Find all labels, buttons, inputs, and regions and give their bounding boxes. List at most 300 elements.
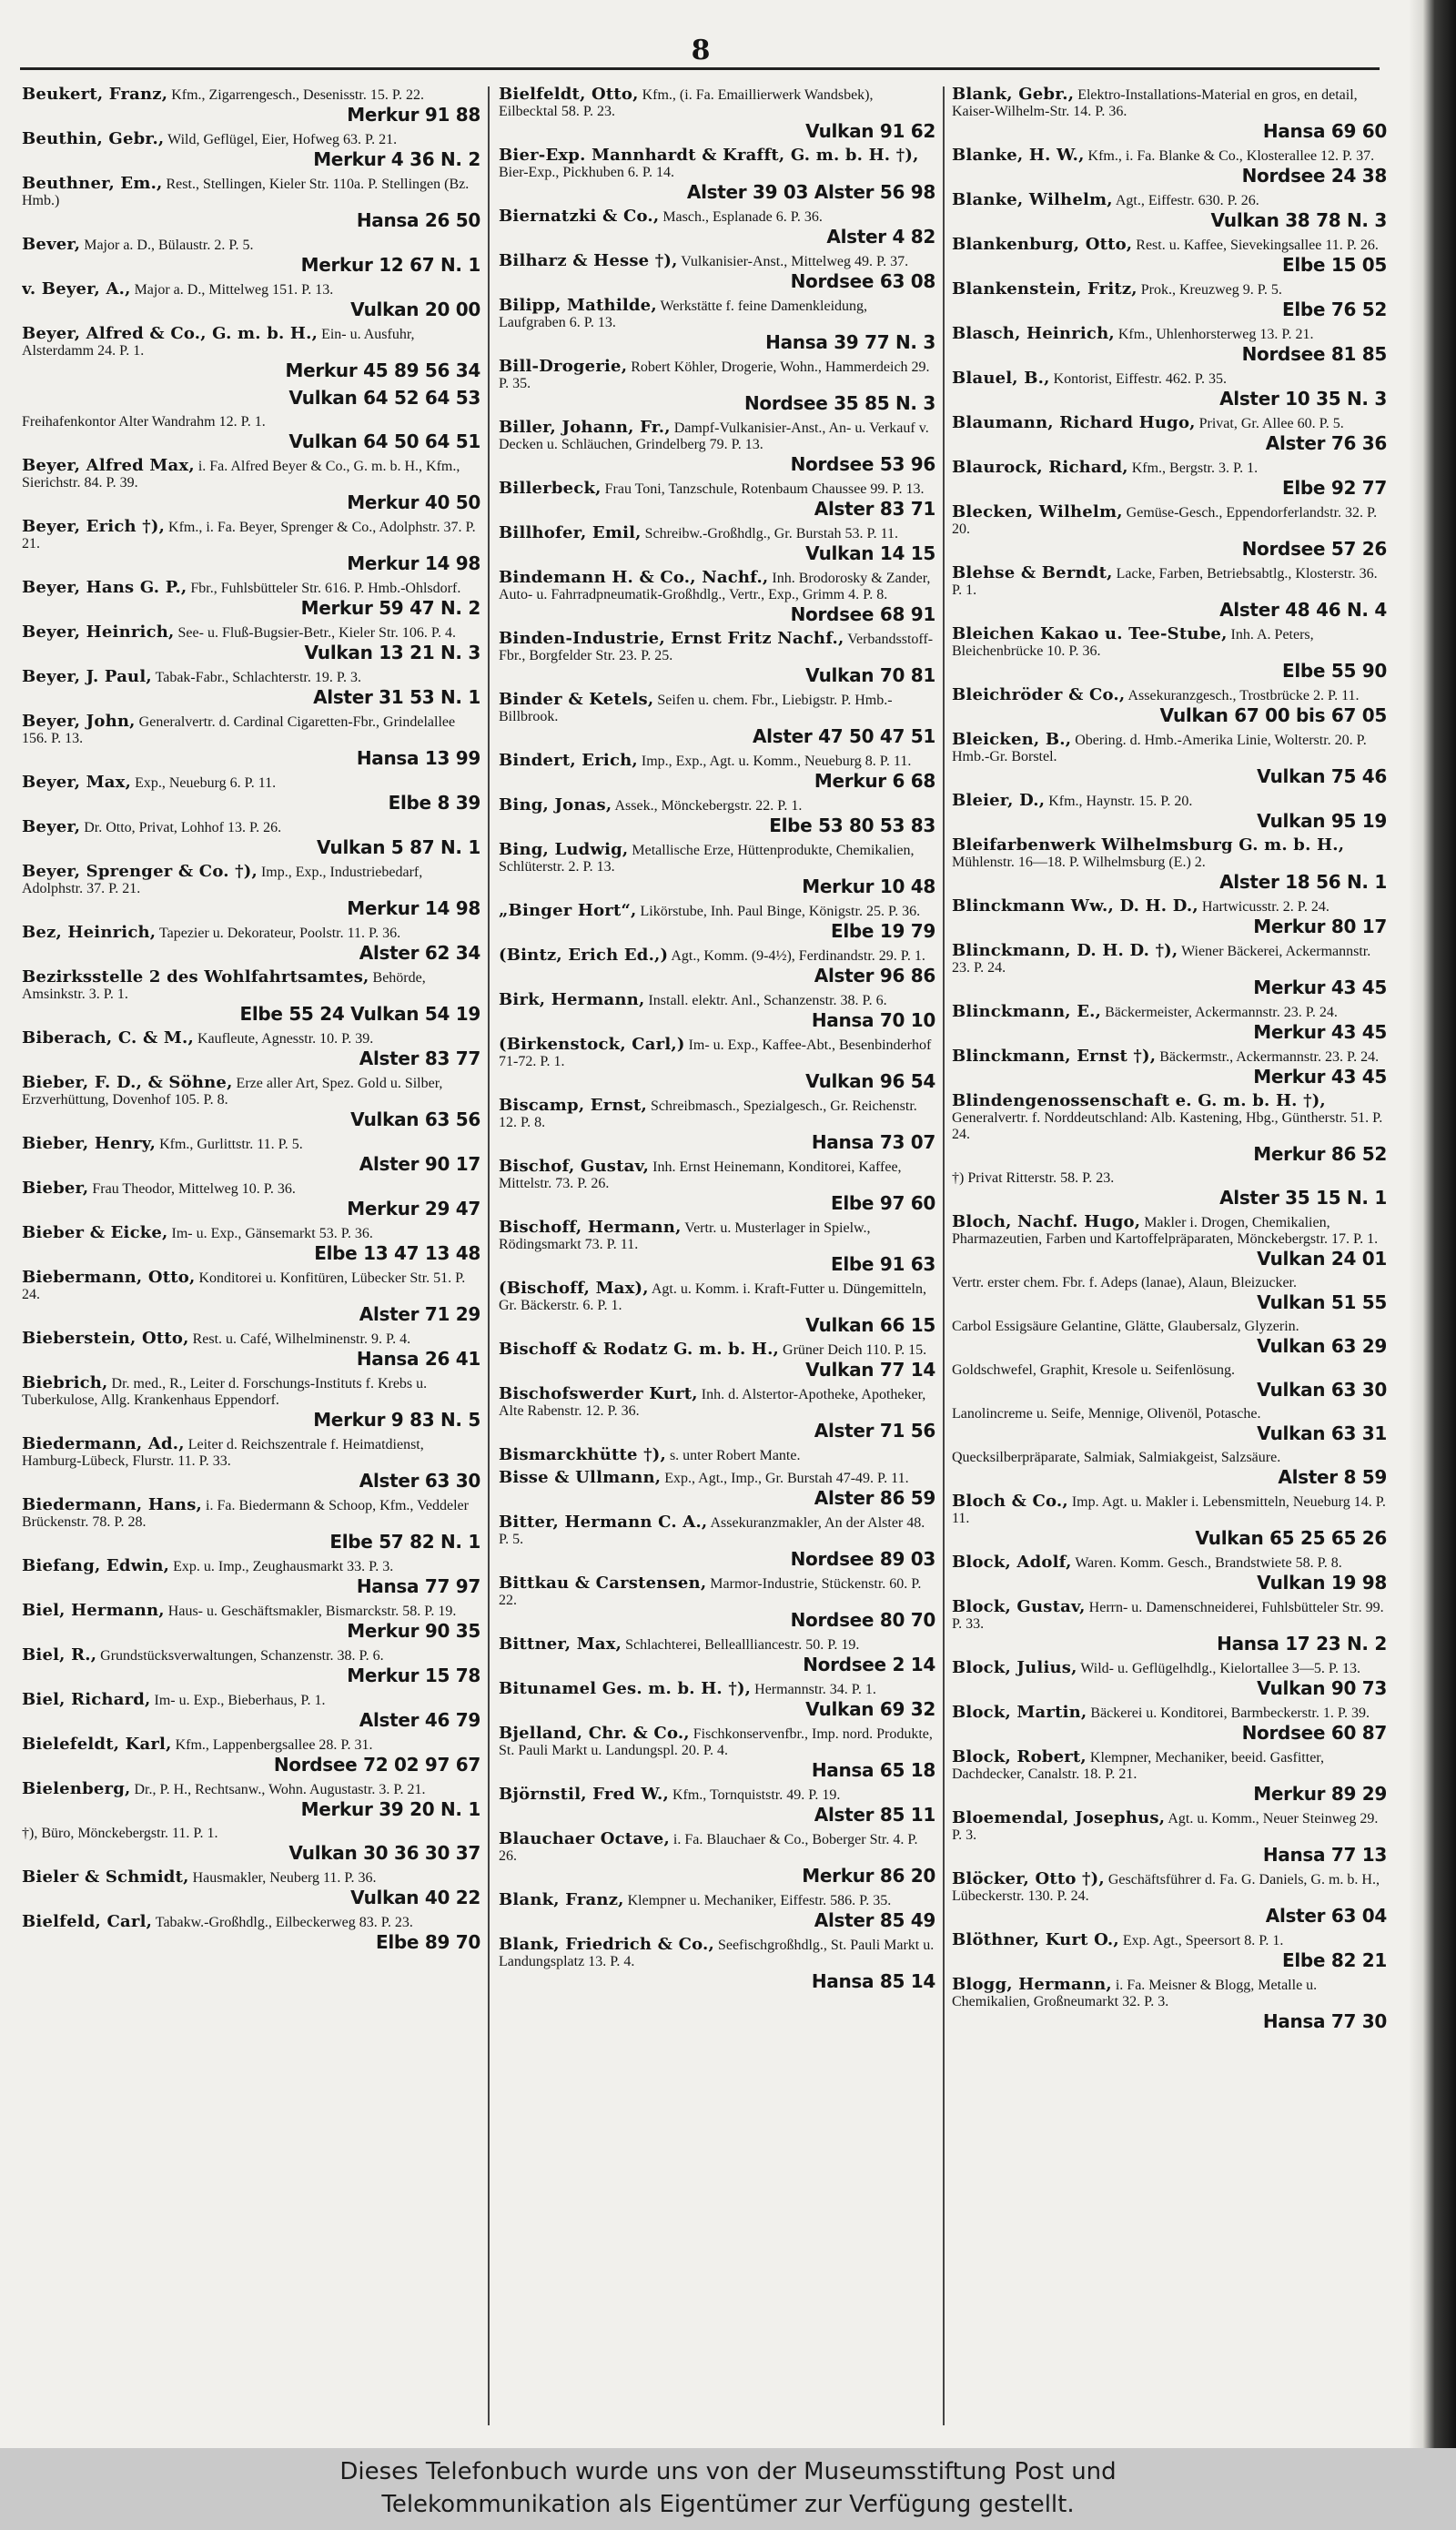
directory-entry <box>952 370 1387 410</box>
entry-details: Makler i. Drogen, Chemikalien, Pharmazeutien, Farben und Kartoffelpräparaten, Mönckebergstr. 17. P. 1. <box>952 1215 1379 1247</box>
entry-name: Bieber & Eicke, <box>22 1223 168 1242</box>
entry-name: (Bischoff, Max), <box>499 1279 649 1298</box>
directory-entry <box>952 460 1387 499</box>
entry-name: Beukert, Franz, <box>22 86 168 104</box>
directory-entry <box>499 1219 935 1275</box>
entry-details: Erze aller Art, Spez. Gold u. Silber, Erzverhüttung, Dovenhof 105. P. 8. <box>22 1076 443 1108</box>
directory-entry <box>22 713 480 769</box>
directory-entry <box>499 253 935 292</box>
entry-phone-number: Merkur 4 36 N. 2 <box>313 148 480 170</box>
entry-phone-number: Hansa 13 99 <box>356 747 480 769</box>
directory-entry <box>22 624 480 663</box>
directory-entry <box>22 1603 480 1642</box>
directory-entry <box>499 525 935 564</box>
entry-phone-number: Merkur 14 98 <box>347 897 480 919</box>
entry-details: Kfm., i. Fa. Blanke & Co., Klosterallee 12. P. 37. <box>1087 148 1375 164</box>
directory-entry <box>952 1362 1387 1401</box>
entry-name: Blasch, Heinrich, <box>952 324 1115 343</box>
entry-details: Tabakw.-Großhdlg., Eilbeckerweg 83. P. 23. <box>155 1915 413 1930</box>
entry-phone-number: Vulkan 20 00 <box>350 299 480 320</box>
entry-details: Schreibmasch., Spezialgesch., Gr. Reichenstr. 12. P. 8. <box>499 1098 917 1130</box>
entry-name: Blöcker, Otto †), <box>952 1869 1105 1888</box>
directory-entry <box>952 86 1387 142</box>
footer-note <box>0 2448 1456 2530</box>
entry-phone-number: Hansa 26 41 <box>356 1348 480 1370</box>
directory-entry <box>22 519 480 574</box>
entry-name: Blinckmann, D. H. D. †), <box>952 941 1178 960</box>
entry-details: Likörstube, Inh. Paul Binge, Königstr. 25. P. 36. <box>640 904 921 919</box>
directory-entry <box>952 1660 1387 1699</box>
directory-entry <box>952 1749 1387 1805</box>
entry-details: Vertr. erster chem. Fbr. f. Adeps (lanae), Alaun, Bleizucker. <box>952 1275 1297 1290</box>
entry-phone-number: Elbe 13 47 13 48 <box>314 1242 480 1264</box>
entry-name: Bezirksstelle 2 des Wohlfahrtsamtes, <box>22 967 369 987</box>
directory-entry <box>22 1030 480 1069</box>
entry-phone-number: Merkur 10 48 <box>802 875 935 897</box>
entry-details: Im- u. Exp., Bieberhaus, P. 1. <box>154 1693 326 1708</box>
entry-details: Kfm., Uhlenhorsterweg 13. P. 21. <box>1117 327 1314 342</box>
entry-name: Bitunamel Ges. m. b. H. †), <box>499 1679 752 1698</box>
entry-name: Bischofswerder Kurt, <box>499 1384 698 1403</box>
entry-phone-number: Vulkan 63 29 <box>1257 1335 1387 1357</box>
entry-details: Geschäftsführer d. Fa. G. Daniels, G. m. b. H., Lübeckerstr. 130. P. 24. <box>952 1872 1380 1904</box>
directory-entry <box>499 1159 935 1214</box>
entry-details: Seefischgroßhdlg., St. Pauli Markt u. Landungsplatz 13. P. 4. <box>499 1938 935 1969</box>
entry-details: Ein- u. Ausfuhr, Alsterdamm 24. P. 1. <box>22 327 415 359</box>
entry-name: Bieber, Henry, <box>22 1134 157 1153</box>
directory-entry <box>22 1826 480 1864</box>
entry-phone-number: Elbe 55 24 Vulkan 54 19 <box>239 1003 480 1025</box>
directory-entry <box>499 753 935 792</box>
entry-phone-number: Vulkan 77 14 <box>805 1359 935 1381</box>
directory-entry <box>22 1558 480 1597</box>
entry-phone-number: Nordsee 80 70 <box>790 1609 935 1631</box>
column-divider <box>943 86 945 2425</box>
entry-name: Biefang, Edwin, <box>22 1556 170 1575</box>
directory-entry <box>22 458 480 513</box>
entry-details: Schlachterei, Belleallliancestr. 50. P. 19. <box>625 1637 860 1653</box>
entry-details: Generalvertr. f. Norddeutschland: Alb. Kastening, Hbg., Güntherstr. 51. P. 24. <box>952 1110 1383 1142</box>
entry-name: Biel, Hermann, <box>22 1601 165 1620</box>
directory-entry <box>952 1170 1387 1209</box>
entry-details: Wiener Bäckerei, Ackermannstr. 23. P. 24. <box>952 944 1371 976</box>
entry-name: Blankenstein, Fritz, <box>952 279 1138 299</box>
column-3 <box>952 86 1387 2430</box>
entry-name: Blöthner, Kurt O., <box>952 1930 1119 1949</box>
directory-entry <box>22 1781 480 1820</box>
entry-name: Blindengenossenschaft e. G. m. b. H. †), <box>952 1091 1326 1110</box>
entry-details: Inh. Ernst Heinemann, Konditorei, Kaffee, Mittelstr. 73. P. 26. <box>499 1159 902 1191</box>
entry-phone-number: Vulkan 13 21 N. 3 <box>304 642 480 663</box>
entry-phone-number: Vulkan 95 19 <box>1257 810 1387 832</box>
directory-entry <box>22 176 480 231</box>
entry-name: Biscamp, Ernst, <box>499 1096 647 1115</box>
entry-name: Bieber, <box>22 1179 89 1198</box>
entry-details: Fischkonservenfbr., Imp. nord. Produkte, St. Pauli Markt u. Landungspl. 20. P. 4. <box>499 1726 933 1758</box>
entry-phone-number: Vulkan 69 32 <box>805 1698 935 1720</box>
entry-details: Gemüse-Gesch., Eppendorferlandstr. 32. P. 20. <box>952 505 1378 537</box>
directory-entry <box>952 1599 1387 1655</box>
directory-entry <box>952 1214 1387 1270</box>
directory-entry <box>499 992 935 1031</box>
directory-entry <box>22 387 480 409</box>
entry-details: Imp., Exp., Industriebedarf, Adolphstr. 37. P. 21. <box>22 865 423 896</box>
entry-phone-number: Nordsee 63 08 <box>790 270 935 292</box>
entry-phone-number: Elbe 19 79 <box>831 920 935 942</box>
entry-details: Kfm., (i. Fa. Emaillierwerk Wandsbek), Eilbecktal 58. P. 23. <box>499 87 874 119</box>
directory-entry <box>22 86 480 126</box>
entry-name: Beyer, Alfred Max, <box>22 456 195 475</box>
directory-entry <box>499 631 935 686</box>
entry-phone-number: Elbe 91 63 <box>831 1253 935 1275</box>
entry-details: Kfm., Lappenbergsallee 28. P. 31. <box>175 1737 373 1753</box>
directory-entry <box>499 1447 935 1464</box>
entry-details: Haus- u. Geschäftsmakler, Bismarckstr. 58. P. 19. <box>167 1604 457 1619</box>
entry-details: Wild, Geflügel, Eier, Hofweg 63. P. 21. <box>167 132 398 147</box>
directory-entry <box>952 687 1387 726</box>
directory-entry <box>499 947 935 987</box>
footer-line-2: Telekommunikation als Eigentümer zur Verfügung gestellt. <box>381 2491 1075 2518</box>
directory-entry <box>952 415 1387 454</box>
entry-phone-number: Merkur 12 67 N. 1 <box>300 254 480 276</box>
entry-phone-number: Alster 83 71 <box>814 498 935 520</box>
entry-phone-number: Merkur 91 88 <box>347 104 480 126</box>
entry-phone-number: Alster 35 15 N. 1 <box>1219 1187 1387 1209</box>
entry-phone-number: Merkur 86 20 <box>802 1865 935 1887</box>
entry-phone-number: Elbe 82 21 <box>1282 1949 1387 1971</box>
entry-name: Beyer, J. Paul, <box>22 667 152 686</box>
entry-details: Hausmakler, Neuberg 11. P. 36. <box>192 1870 377 1886</box>
entry-name: Beyer, John, <box>22 712 136 731</box>
entry-phone-number: Hansa 70 10 <box>811 1009 935 1031</box>
directory-entry <box>22 281 480 320</box>
entry-details: †), Büro, Mönckebergstr. 11. P. 1. <box>22 1826 218 1841</box>
entry-phone-number: Merkur 80 17 <box>1253 916 1387 937</box>
directory-entry <box>952 1093 1387 1165</box>
entry-phone-number: Hansa 77 30 <box>1262 2010 1387 2032</box>
directory-entry <box>22 1136 480 1175</box>
entry-details: Behörde, Amsinkstr. 3. P. 1. <box>22 970 426 1002</box>
directory-entry <box>499 797 935 836</box>
entry-phone-number: Vulkan 19 98 <box>1257 1572 1387 1594</box>
entry-details: Inh. d. Alstertor-Apotheke, Apotheker, Alte Rabenstr. 12. P. 36. <box>499 1387 926 1419</box>
entry-phone-number: Merkur 59 47 N. 2 <box>300 597 480 619</box>
entry-details: Dr. Otto, Privat, Lohhof 13. P. 26. <box>84 820 282 835</box>
directory-entry <box>22 1270 480 1325</box>
entry-name: Bloch, Nachf. Hugo, <box>952 1212 1141 1231</box>
entry-details: Kfm., Gurlittstr. 11. P. 5. <box>159 1137 303 1152</box>
entry-name: Blauchaer Octave, <box>499 1829 670 1848</box>
entry-phone-number: Alster 47 50 47 51 <box>752 725 935 747</box>
directory-entry <box>22 1225 480 1264</box>
entry-details: Goldschwefel, Graphit, Kresole u. Seifenlösung. <box>952 1362 1236 1378</box>
entry-details: Vulkanisier-Anst., Mittelweg 49. P. 37. <box>681 254 909 269</box>
entry-details: Waren. Komm. Gesch., Brandstwiete 58. P. 8. <box>1075 1555 1342 1571</box>
entry-details: Imp. Agt. u. Makler i. Lebensmitteln, Neueburg 14. P. 11. <box>952 1494 1386 1526</box>
entry-details: Leiter d. Reichszentrale f. Heimatdienst, Hamburg-Lübeck, Flurstr. 11. P. 33. <box>22 1437 424 1469</box>
entry-name: (Bintz, Erich Ed.,) <box>499 946 669 965</box>
entry-details: Major a. D., Mittelweg 151. P. 13. <box>134 282 334 298</box>
entry-phone-number: Merkur 90 35 <box>347 1620 480 1642</box>
column-2 <box>499 86 935 2430</box>
entry-details: Exp., Neueburg 6. P. 11. <box>135 775 277 791</box>
entry-name: Biedermann, Ad., <box>22 1434 185 1453</box>
entry-details: Tabak-Fabr., Schlachterstr. 19. P. 3. <box>155 670 361 685</box>
entry-phone-number: Nordsee 24 38 <box>1241 165 1387 187</box>
entry-details: Werkstätte f. feine Damenkleidung, Laufgraben 6. P. 13. <box>499 299 868 330</box>
entry-phone-number: Vulkan 96 54 <box>805 1070 935 1092</box>
directory-entry <box>499 692 935 747</box>
directory-entry <box>499 1470 935 1509</box>
entry-phone-number: Vulkan 64 52 64 53 <box>288 387 480 409</box>
entry-name: Beuthner, Em., <box>22 174 163 193</box>
entry-name: Blinckmann, E., <box>952 1002 1102 1021</box>
directory-entry <box>22 669 480 708</box>
entry-name: Bischoff & Rodatz G. m. b. H., <box>499 1340 780 1359</box>
entry-phone-number: Elbe 76 52 <box>1282 299 1387 320</box>
directory-entry <box>952 281 1387 320</box>
entry-details: Dampf-Vulkanisier-Anst., An- u. Verkauf v. Decken u. Schläuchen, Grindelberg 79. P. 13. <box>499 420 929 452</box>
entry-name: Beyer, Erich †), <box>22 517 166 536</box>
entry-name: Bielfeldt, Otto, <box>499 86 639 104</box>
directory-entry <box>952 837 1387 893</box>
directory-entry <box>499 298 935 353</box>
directory-entry <box>499 1937 935 1992</box>
entry-name: Bleicken, B., <box>952 730 1072 749</box>
entry-name: Bieler & Schmidt, <box>22 1867 189 1887</box>
directory-entry <box>952 1275 1387 1313</box>
directory-entry <box>952 626 1387 682</box>
entry-phone-number: Merkur 15 78 <box>347 1665 480 1686</box>
entry-name: Blauel, B., <box>952 369 1050 388</box>
entry-name: Blanke, Wilhelm, <box>952 190 1113 209</box>
entry-phone-number: Nordsee 81 85 <box>1241 343 1387 365</box>
directory-entry <box>952 1406 1387 1444</box>
entry-name: Bieberstein, Otto, <box>22 1329 189 1348</box>
entry-phone-number: Hansa 77 13 <box>1262 1844 1387 1866</box>
directory-entry <box>499 1280 935 1336</box>
entry-phone-number: Merkur 40 50 <box>347 491 480 513</box>
entry-details: Im- u. Exp., Gänsemarkt 53. P. 36. <box>171 1226 373 1241</box>
entry-phone-number: Alster 63 04 <box>1265 1905 1387 1927</box>
entry-phone-number: Hansa 73 07 <box>811 1131 935 1153</box>
entry-name: Beyer, Max, <box>22 773 132 792</box>
directory-entry <box>952 732 1387 787</box>
entry-phone-number: Alster 31 53 N. 1 <box>313 686 480 708</box>
directory-entry <box>952 1977 1387 2032</box>
entry-details: Privat, Gr. Allee 60. P. 5. <box>1198 416 1344 431</box>
entry-phone-number: Nordsee 53 96 <box>790 453 935 475</box>
entry-details: Assekuranzgesch., Trostbrücke 2. P. 11. <box>1127 688 1360 703</box>
entry-phone-number: Nordsee 60 87 <box>1241 1722 1387 1744</box>
directory-entry <box>499 1514 935 1570</box>
entry-name: Beyer, Heinrich, <box>22 622 175 642</box>
entry-details: s. unter Robert Mante. <box>669 1448 801 1463</box>
entry-phone-number: Alster 46 79 <box>359 1709 480 1731</box>
column-1 <box>22 86 480 2430</box>
directory-entry <box>22 237 480 276</box>
entry-phone-number: Hansa 65 18 <box>811 1759 935 1781</box>
entry-name: Bez, Heinrich, <box>22 923 157 942</box>
directory-entry <box>22 1436 480 1492</box>
entry-phone-number: Elbe 8 39 <box>388 792 480 814</box>
directory-entry <box>22 864 480 919</box>
directory-entry <box>952 793 1387 832</box>
entry-details: Grüner Deich 110. P. 15. <box>783 1342 927 1358</box>
entry-phone-number: Merkur 43 45 <box>1253 977 1387 998</box>
entry-phone-number: Vulkan 63 30 <box>1257 1379 1387 1401</box>
entry-phone-number: Vulkan 63 31 <box>1257 1422 1387 1444</box>
entry-name: Biel, Richard, <box>22 1690 151 1709</box>
entry-details: Imp., Exp., Agt. u. Komm., Neueburg 8. P. 11. <box>641 754 912 769</box>
entry-name: Block, Martin, <box>952 1703 1087 1722</box>
entry-details: Verbandsstoff-Fbr., Borgfelder Str. 23. P. 25. <box>499 632 934 663</box>
entry-name: Blecken, Wilhelm, <box>952 502 1123 521</box>
entry-name: Bisse & Ullmann, <box>499 1468 662 1487</box>
entry-name: Blehse & Berndt, <box>952 563 1113 582</box>
directory-entry <box>22 580 480 619</box>
entry-details: Tapezier u. Dekorateur, Poolstr. 11. P. 36. <box>158 926 401 941</box>
entry-name: Bieber, F. D., & Söhne, <box>22 1073 233 1092</box>
entry-details: Bäckerei u. Konditorei, Barmbeckerstr. 1. P. 39. <box>1090 1705 1370 1721</box>
entry-details: Bäckermstr., Ackermannstr. 23. P. 24. <box>1159 1049 1380 1065</box>
entry-name: Block, Adolf, <box>952 1553 1072 1572</box>
entry-details: Vertr. u. Musterlager in Spielw., Rödingsmarkt 73. P. 11. <box>499 1220 871 1252</box>
entry-name: Bielfeld, Carl, <box>22 1912 153 1931</box>
entry-details: Obering. d. Hmb.-Amerika Linie, Wolterstr. 20. P. Hmb.-Gr. Borstel. <box>952 733 1367 764</box>
directory-entry <box>22 326 480 381</box>
entry-details: Klempner u. Mechaniker, Eiffestr. 586. P. 35. <box>627 1893 892 1908</box>
entry-name: Biebrich, <box>22 1373 108 1392</box>
entry-details: Agt. u. Komm. i. Kraft-Futter u. Düngemitteln, Gr. Bäckerstr. 6. P. 1. <box>499 1281 926 1313</box>
entry-name: Bjelland, Chr. & Co., <box>499 1724 690 1743</box>
entry-details: Lanolincreme u. Seife, Mennige, Olivenöl, Potasche. <box>952 1406 1261 1422</box>
entry-phone-number: Elbe 55 90 <box>1282 660 1387 682</box>
entry-name: (Birkenstock, Carl,) <box>499 1035 685 1054</box>
directory-entry <box>22 1075 480 1130</box>
entry-phone-number: Elbe 15 05 <box>1282 254 1387 276</box>
entry-details: Generalvertr. d. Cardinal Cigaretten-Fbr., Grindelallee 156. P. 13. <box>22 714 456 746</box>
entry-name: Block, Gustav, <box>952 1597 1086 1616</box>
entry-details: Hartwicusstr. 2. P. 24. <box>1201 899 1330 915</box>
directory-entry <box>499 1892 935 1931</box>
entry-phone-number: Alster 71 29 <box>359 1303 480 1325</box>
entry-details: Masch., Esplanade 6. P. 36. <box>662 209 823 225</box>
footer-line-1: Dieses Telefonbuch wurde uns von der Museumsstiftung Post und <box>339 2458 1117 2485</box>
entry-details: i. Fa. Blauchaer & Co., Boberger Str. 4. P. 26. <box>499 1832 918 1864</box>
entry-phone-number: Vulkan 14 15 <box>805 542 935 564</box>
directory-entry <box>22 925 480 964</box>
entry-phone-number: Alster 63 30 <box>359 1470 480 1492</box>
entry-phone-number: Alster 4 82 <box>826 226 935 248</box>
entry-name: Bielenberg, <box>22 1779 131 1798</box>
entry-name: Bilharz & Hesse †), <box>499 251 678 270</box>
entry-phone-number: Alster 71 56 <box>814 1420 935 1442</box>
directory-entry <box>22 1180 480 1219</box>
directory-entry <box>952 1810 1387 1866</box>
entry-details: Wild- u. Geflügelhdlg., Kielortallee 3—5. P. 13. <box>1080 1661 1361 1676</box>
directory-entry <box>952 1319 1387 1357</box>
directory-entry <box>22 131 480 170</box>
directory-entry <box>952 326 1387 365</box>
entry-phone-number: Elbe 89 70 <box>376 1931 480 1953</box>
entry-details: Frau Theodor, Mittelweg 10. P. 36. <box>92 1181 296 1197</box>
directory-entry <box>499 359 935 414</box>
entry-phone-number: Hansa 77 97 <box>356 1575 480 1597</box>
entry-phone-number: Vulkan 24 01 <box>1257 1248 1387 1270</box>
entry-phone-number: Merkur 9 83 N. 5 <box>313 1409 480 1431</box>
entry-phone-number: Nordsee 2 14 <box>803 1654 935 1675</box>
entry-name: Bing, Ludwig, <box>499 840 629 859</box>
entry-details: Freihafenkontor Alter Wandrahm 12. P. 1. <box>22 414 266 430</box>
entry-details: Quecksilberpräparate, Salmiak, Salmiakgeist, Salzsäure. <box>952 1450 1281 1465</box>
entry-name: Bilipp, Mathilde, <box>499 296 657 315</box>
entry-name: Billhofer, Emil, <box>499 523 642 542</box>
entry-details: Im- u. Exp., Kaffee-Abt., Besenbinderhof 71-72. P. 1. <box>499 1037 932 1069</box>
entry-phone-number: Vulkan 38 78 N. 3 <box>1210 209 1387 231</box>
entry-details: i. Fa. Meisner & Blogg, Metalle u. Chemikalien, Großneumarkt 32. P. 3. <box>952 1978 1318 2009</box>
entry-phone-number: Vulkan 5 87 N. 1 <box>317 836 480 858</box>
entry-phone-number: Hansa 26 50 <box>356 209 480 231</box>
entry-phone-number: Alster 96 86 <box>814 965 935 987</box>
entry-name: Beyer, Hans G. P., <box>22 578 187 597</box>
entry-name: Blank, Gebr., <box>952 86 1075 104</box>
entry-phone-number: Merkur 43 45 <box>1253 1066 1387 1088</box>
entry-details: Hermannstr. 34. P. 1. <box>754 1682 876 1697</box>
entry-details: Exp., Agt., Imp., Gr. Burstah 47-49. P. 11. <box>664 1471 909 1486</box>
entry-name: Blaurock, Richard, <box>952 458 1128 477</box>
entry-phone-number: Hansa 85 14 <box>811 1970 935 1992</box>
entry-details: Konditorei u. Konfitüren, Lübecker Str. 51. P. 24. <box>22 1270 466 1302</box>
entry-phone-number: Vulkan 67 00 bis 67 05 <box>1159 704 1387 726</box>
entry-phone-number: Alster 8 59 <box>1278 1466 1387 1488</box>
entry-name: Bitter, Hermann C. A., <box>499 1513 708 1532</box>
entry-phone-number: Alster 48 46 N. 4 <box>1219 599 1387 621</box>
directory-entry <box>952 1493 1387 1549</box>
directory-entry <box>22 1736 480 1776</box>
entry-details: Exp. Agt., Speersort 8. P. 1. <box>1122 1933 1284 1948</box>
entry-details: Rest. u. Kaffee, Sievekingsallee 11. P. 26. <box>1136 238 1379 253</box>
entry-phone-number: Vulkan 90 73 <box>1257 1677 1387 1699</box>
entry-name: Blanke, H. W., <box>952 146 1085 165</box>
entry-phone-number: Merkur 14 98 <box>347 552 480 574</box>
entry-details: Herrn- u. Damenschneiderei, Fuhlsbütteler Str. 99. P. 33. <box>952 1600 1384 1632</box>
entry-phone-number: Vulkan 51 55 <box>1257 1291 1387 1313</box>
entry-phone-number: Vulkan 75 46 <box>1257 765 1387 787</box>
entry-phone-number: Alster 90 17 <box>359 1153 480 1175</box>
entry-phone-number: Elbe 92 77 <box>1282 477 1387 499</box>
directory-entry <box>22 1647 480 1686</box>
entry-name: Biebermann, Otto, <box>22 1268 196 1287</box>
directory-entry <box>952 1705 1387 1744</box>
entry-phone-number: Elbe 57 82 N. 1 <box>329 1531 480 1553</box>
entry-phone-number: Merkur 89 29 <box>1253 1783 1387 1805</box>
entry-name: Bischoff, Hermann, <box>499 1218 682 1237</box>
entry-name: Bier-Exp. Mannhardt & Krafft, G. m. b. H. †), <box>499 146 919 165</box>
directory-entry <box>952 237 1387 276</box>
entry-phone-number: Alster 62 34 <box>359 942 480 964</box>
entry-name: Björnstil, Fred W., <box>499 1785 669 1804</box>
entry-details: Lacke, Farben, Betriebsabtlg., Klosterstr. 36. P. 1. <box>952 566 1378 598</box>
page-number: 8 <box>691 35 711 66</box>
header-rule <box>20 67 1380 70</box>
entry-phone-number: Alster 85 11 <box>814 1804 935 1826</box>
entry-details: Dr., P. H., Rechtsanw., Wohn. Augustastr. 3. P. 21. <box>134 1782 426 1797</box>
entry-details: Agt., Eiffestr. 630. P. 26. <box>1115 193 1259 208</box>
entry-details: Assek., Mönckebergstr. 22. P. 1. <box>614 798 803 814</box>
entry-name: Bill-Drogerie, <box>499 357 628 376</box>
directory-entry <box>22 819 480 858</box>
